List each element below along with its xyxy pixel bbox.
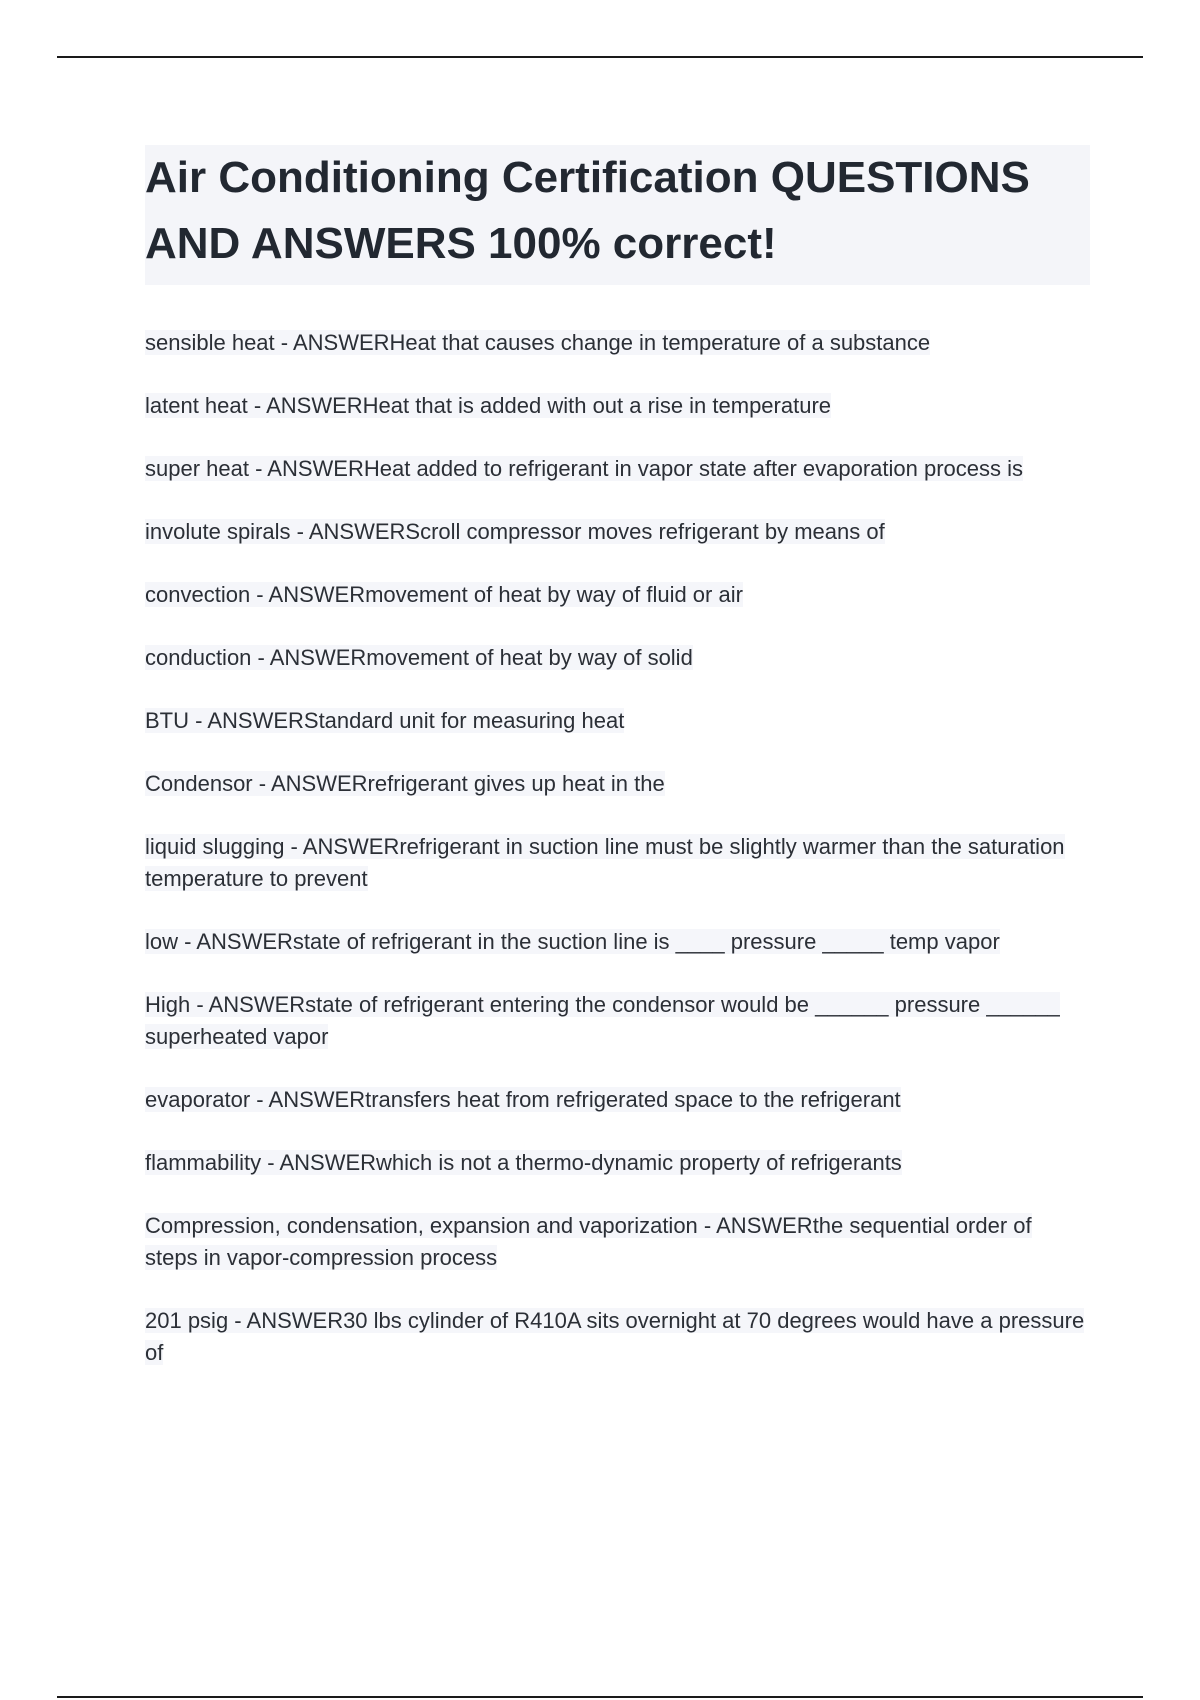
qa-text: liquid slugging - ANSWERrefrigerant in suction line must be slightly warmer than the saturation temperature to prevent [145,834,1065,891]
qa-item [145,1147,1090,1179]
bottom-rule [57,1696,1143,1698]
qa-text: 201 psig - ANSWER30 lbs cylinder of R410A sits overnight at 70 degrees would have a pressure of [145,1308,1085,1365]
document-title: Air Conditioning Certification QUESTIONS AND ANSWERS 100% correct! [145,145,1090,285]
document-body [145,145,1090,1400]
qa-text: convection - ANSWERmovement of heat by way of fluid or air [145,582,743,607]
qa-text: evaporator - ANSWERtransfers heat from refrigerated space to the refrigerant [145,1087,901,1112]
qa-item [145,642,1090,674]
qa-text: High - ANSWERstate of refrigerant entering the condensor would be ______ pressure ______ superheated vapor [145,992,1060,1049]
qa-text: BTU - ANSWERStandard unit for measuring heat [145,708,625,733]
qa-item [145,768,1090,800]
qa-item [145,705,1090,737]
qa-text: low - ANSWERstate of refrigerant in the suction line is ____ pressure _____ temp vapor [145,929,1000,954]
qa-text: flammability - ANSWERwhich is not a thermo-dynamic property of refrigerants [145,1150,902,1175]
qa-item [145,1084,1090,1116]
qa-text: conduction - ANSWERmovement of heat by way of solid [145,645,693,670]
qa-item [145,453,1090,485]
qa-text: super heat - ANSWERHeat added to refrigerant in vapor state after evaporation process is [145,456,1024,481]
qa-item [145,989,1090,1053]
qa-list [145,327,1090,1369]
qa-item [145,926,1090,958]
qa-item [145,516,1090,548]
qa-text: sensible heat - ANSWERHeat that causes change in temperature of a substance [145,330,931,355]
qa-item [145,1305,1090,1369]
top-rule [57,56,1143,58]
qa-text: latent heat - ANSWERHeat that is added with out a rise in temperature [145,393,832,418]
qa-item [145,831,1090,895]
qa-item [145,579,1090,611]
qa-item [145,327,1090,359]
qa-item [145,1210,1090,1274]
qa-text: involute spirals - ANSWERScroll compressor moves refrigerant by means of [145,519,885,544]
qa-item [145,390,1090,422]
qa-text: Condensor - ANSWERrefrigerant gives up heat in the [145,771,665,796]
qa-text: Compression, condensation, expansion and vaporization - ANSWERthe sequential order of steps in vapor-compression process [145,1213,1032,1270]
